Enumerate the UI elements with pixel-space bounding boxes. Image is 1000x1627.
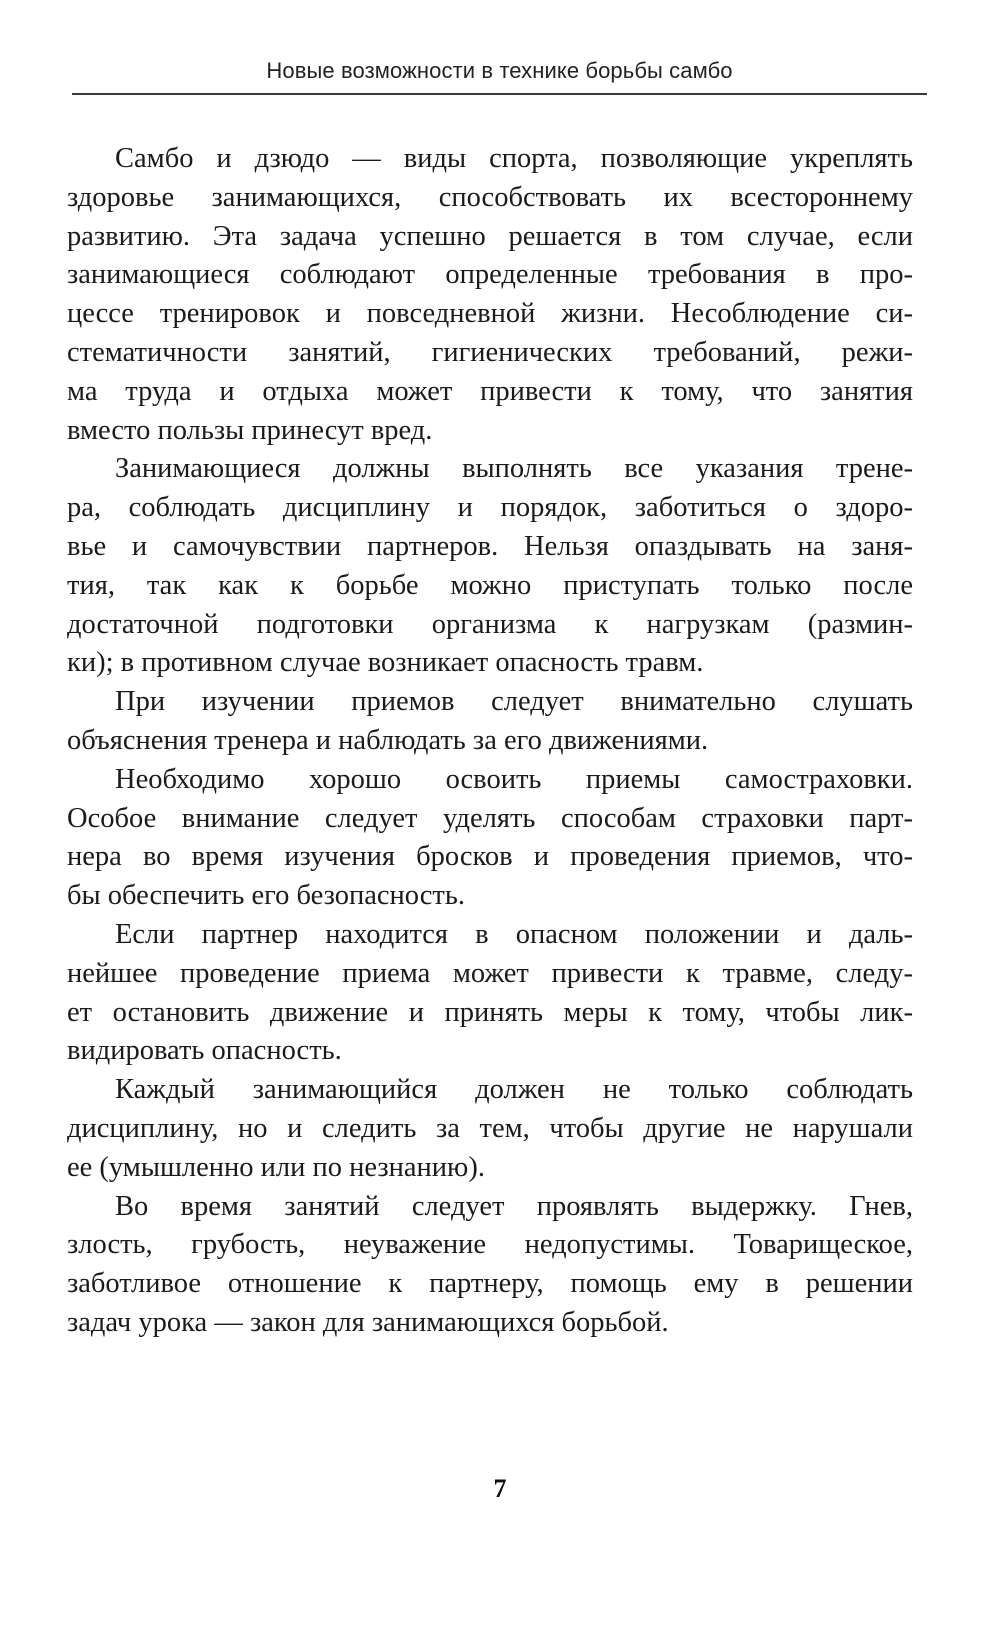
paragraph xyxy=(67,683,913,761)
text-line: вместо пользы принесут вред. xyxy=(67,414,433,446)
paragraph xyxy=(67,761,913,916)
text-line: задач урока — закон для занимающихся борьбой. xyxy=(67,1306,669,1338)
text-line: Необходимо хорошо освоить приемы самостраховки. xyxy=(115,763,913,795)
paragraph xyxy=(67,1188,913,1343)
text-line: заботливое отношение к партнеру, помощь ему в решении xyxy=(67,1268,913,1300)
text-line: Самбо и дзюдо — виды спорта, позволяющие укреплять xyxy=(115,143,913,174)
text-line: ее (умышленно или по незнанию). xyxy=(67,1151,485,1183)
text-line: тия, так как к борьбе можно приступать только после xyxy=(67,569,913,601)
text-line: нера во время изучения бросков и проведения приемов, что- xyxy=(67,841,913,873)
body-text xyxy=(67,140,913,1343)
text-line: стематичности занятий, гигиенических требований, режи- xyxy=(67,336,913,368)
text-line: здоровье занимающихся, способствовать их всестороннему xyxy=(67,181,913,213)
text-line: ма труда и отдыха может привести к тому, что занятия xyxy=(67,375,913,407)
text-line: ки); в противном случае возникает опасность травм. xyxy=(67,647,704,679)
text-line: развитию. Эта задача успешно решается в том случае, если xyxy=(67,220,913,252)
text-line: объяснения тренера и наблюдать за его движениями. xyxy=(67,724,709,756)
text-line: Занимающиеся должны выполнять все указания трене- xyxy=(115,453,913,485)
text-line: Особое внимание следует уделять способам страховки парт- xyxy=(67,802,913,834)
paragraph xyxy=(67,140,913,450)
text-line: дисциплину, но и следить за тем, чтобы другие не нарушали xyxy=(67,1112,913,1144)
paragraph xyxy=(67,1071,913,1187)
text-line: Во время занятий следует проявлять выдержку. Гнев, xyxy=(115,1190,913,1222)
running-head: Новые возможности в технике борьбы самбо xyxy=(266,58,733,83)
text-line: цессе тренировок и повседневной жизни. Несоблюдение си- xyxy=(67,298,913,330)
text-line: При изучении приемов следует внимательно слушать xyxy=(115,686,913,718)
text-line: видировать опасность. xyxy=(67,1035,342,1067)
text-line: Если партнер находится в опасном положении и даль- xyxy=(115,918,913,950)
header-rule xyxy=(72,93,927,95)
text-line: достаточной подготовки организма к нагрузкам (размин- xyxy=(67,608,913,640)
paragraph xyxy=(67,450,913,683)
text-line: злость, грубость, неуважение недопустимы. Товарищеское, xyxy=(67,1229,913,1261)
text-line: бы обеспечить его безопасность. xyxy=(67,880,465,912)
text-line: ет остановить движение и принять меры к тому, чтобы лик- xyxy=(67,996,913,1028)
text-line: ра, соблюдать дисциплину и порядок, заботиться о здоро- xyxy=(67,492,913,524)
text-line: нейшее проведение приема может привести к травме, следу- xyxy=(67,957,913,989)
text-line: Каждый занимающийся должен не только соблюдать xyxy=(115,1074,913,1106)
page-number: 7 xyxy=(493,1474,507,1503)
text-line: вье и самочувствии партнеров. Нельзя опаздывать на заня- xyxy=(67,530,913,562)
paragraph xyxy=(67,916,913,1071)
text-line: занимающиеся соблюдают определенные требования в про- xyxy=(67,259,913,291)
